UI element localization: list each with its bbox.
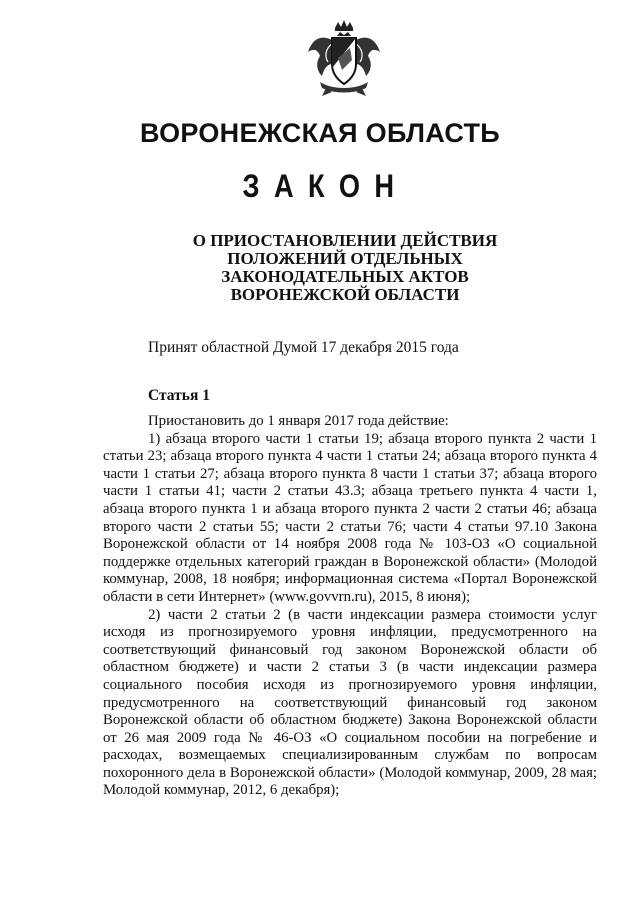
article-heading: Статья 1 <box>148 387 210 404</box>
article-paragraph: 1) абзаца второго части 1 статьи 19; абзаца второго пункта 2 части 1 статьи 23; абзаца второго пункта 4 части 1 статьи 24; абзаца второго пункта 4 части 1 статьи 27; абзаца второго пункта 8 части 1 статьи 37; абзаца второго части 1 статьи 41; части 2 статьи 43.3; абзаца третьего пункта 4 части 1, абзаца второго пункта 1 и абзаца второго пункта 2 части 2 статьи 46; абзаца второго части 2 статьи 55; части 2 статьи 76; части 4 статьи 97.10 Закона Воронежской области от 14 ноября 2008 года № 103-ОЗ «О социальной поддержке отдельных категорий граждан в Воронежской области» (Молодой коммунар, 2008, 18 ноября; информационная система «Портал Воронежской области в сети Интернет» (www.govvrn.ru), 2015, 8 июня); <box>103 430 597 605</box>
article-paragraph: 2) части 2 статьи 2 (в части индексации размера стоимости услуг исходя из прогнозируемого уровня инфляции, предусмотренного на соответствующий финансовый год законом Воронежской области об областном бюджете) и части 2 статьи 3 (в части индексации размера социального пособия исходя из прогнозируемого уровня инфляции, предусмотренного на соответствующий финансовый год законом Воронежской области об областном бюджете) Закона Воронежской области от 26 мая 2009 года № 46-ОЗ «О социальном пособии на погребение и расходах, возмещаемых специализированным службам по вопросам похоронного дела в Воронежской области» (Молодой коммунар, 2009, 28 мая; Молодой коммунар, 2012, 6 декабря); <box>103 606 597 799</box>
law-title <box>0 232 640 304</box>
law-title-line: ЗАКОНОДАТЕЛЬНЫХ АКТОВ <box>221 267 469 286</box>
region-name: ВОРОНЕЖСКАЯ ОБЛАСТЬ <box>139 118 501 148</box>
adoption-date: Принят областной Думой 17 декабря 2015 года <box>148 339 459 356</box>
law-title-line: ВОРОНЕЖСКОЙ ОБЛАСТИ <box>230 285 460 304</box>
article-paragraph: Приостановить до 1 января 2017 года действие: <box>148 413 449 429</box>
law-title-line: О ПРИОСТАНОВЛЕНИИ ДЕЙСТВИЯ <box>192 231 498 250</box>
article-body <box>103 413 597 800</box>
coat-of-arms-icon <box>302 18 386 102</box>
law-title-line: ПОЛОЖЕНИЙ ОТДЕЛЬНЫХ <box>227 249 463 268</box>
document-type: З А К О Н <box>242 168 398 204</box>
